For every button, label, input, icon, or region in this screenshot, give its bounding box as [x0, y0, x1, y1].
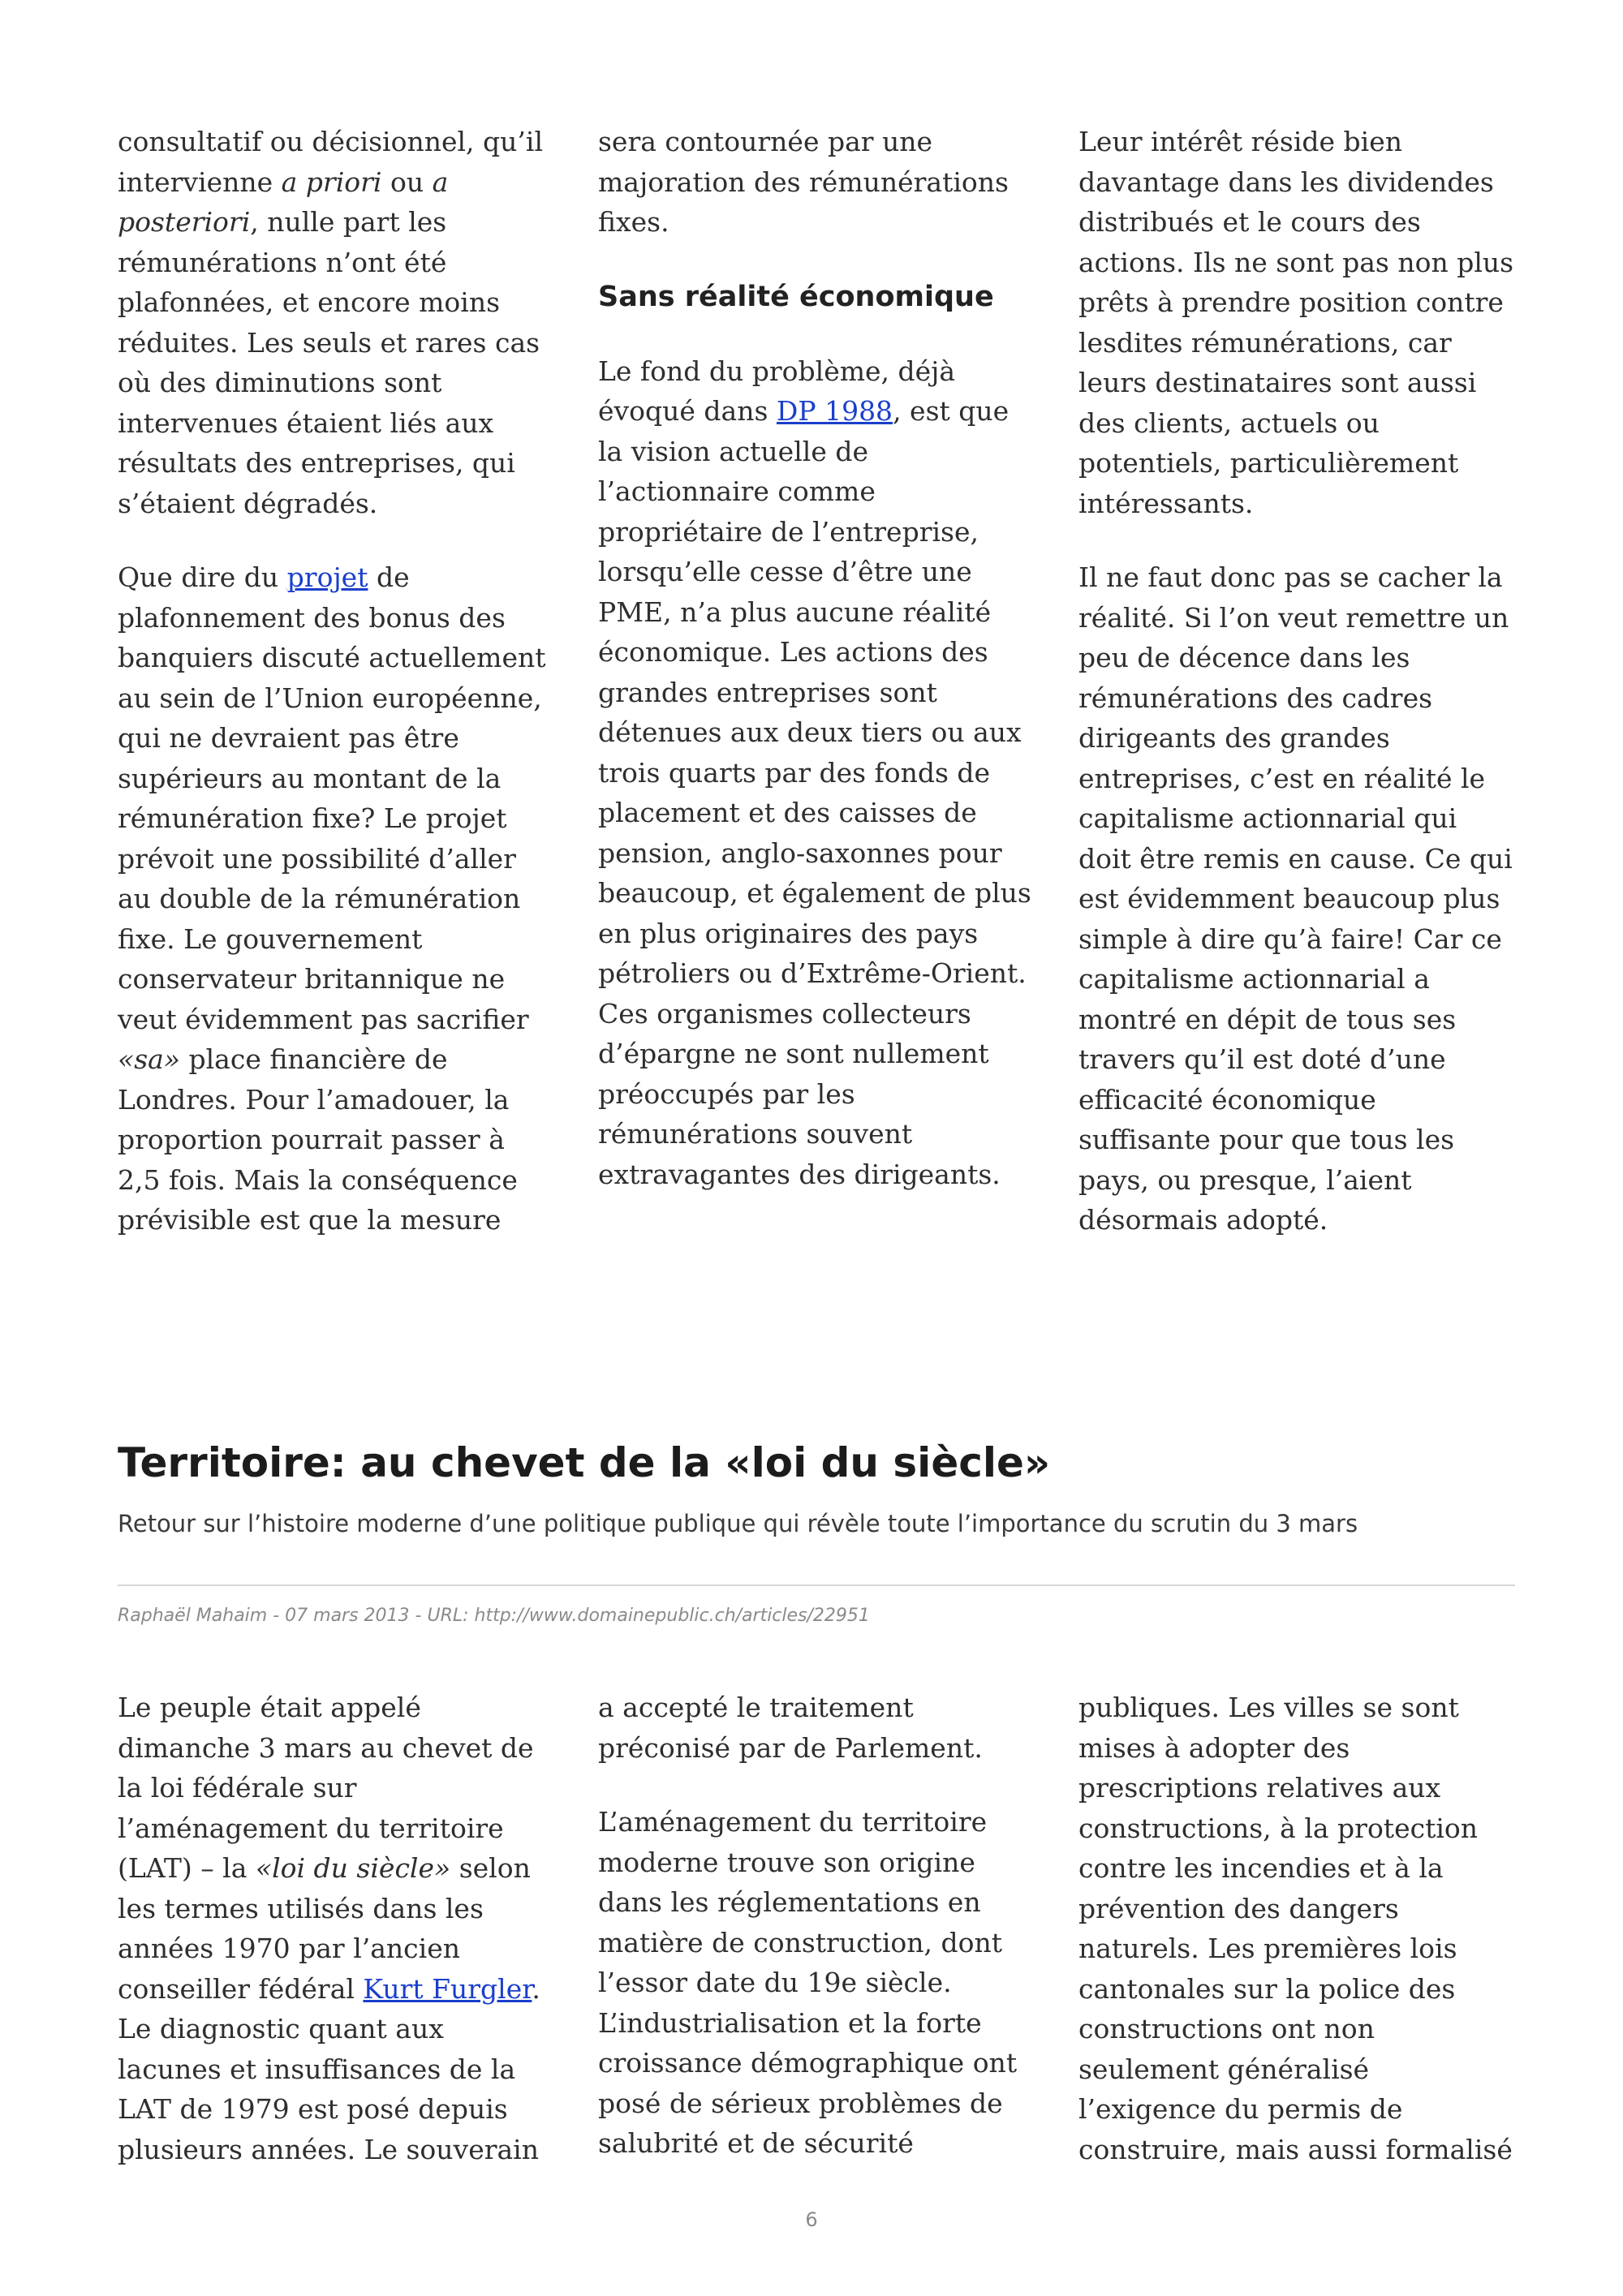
paragraph: publiques. Les villes se sont mises à adopter des prescriptions relatives aux constructions, à la protection contre les incendies et à la prévention des dangers naturels. Les premières lois cantonales sur la police des constructions ont non seulement généralisé l’exigence du permis de construire, mais aussi formalisé: [1078, 1692, 1513, 2165]
text-run: consultatif ou décisionnel, qu’il intervienne: [118, 126, 544, 198]
text-run: selon les termes utilisés dans les années 1970 par l’ancien conseiller fédéral: [118, 1852, 531, 2005]
article2-column-1: [118, 1688, 554, 2169]
paragraph: sera contournée par une majoration des rémunérations fixes.: [598, 126, 1009, 238]
italic-text: a posteriori: [118, 166, 449, 238]
text-run: Le fond du problème, déjà évoqué dans: [598, 355, 956, 427]
text-run: de plafonnement des bonus des banquiers discuté actuellement au sein de l’Union européenne, qui ne devraient pas être supérieurs au montant de la rémunération fixe? Le projet prévoit une possibilité d’aller au double de la rémunération fixe. Le gouvernement conservateur britannique ne veut évidemment pas sacrifier: [118, 561, 546, 1035]
paragraph: [118, 557, 554, 1240]
paragraph: [598, 351, 1035, 1195]
projet-link[interactable]: projet: [286, 561, 368, 593]
paragraph: a accepté le traitement préconisé par de Parlement.: [598, 1692, 983, 1764]
article1-column-2: [598, 122, 1035, 1240]
paragraph: [118, 122, 554, 523]
article2-column-2: [598, 1688, 1035, 2169]
article1-column-3: [1078, 122, 1515, 1240]
article-subtitle: Retour sur l’histoire moderne d’une politique publique qui révèle toute l’importance du scrutin du 3 mars: [118, 1510, 1358, 1537]
italic-text: a priori: [281, 166, 382, 198]
text-run: ou: [381, 166, 433, 198]
text-run: place financière de Londres. Pour l’amadouer, la proportion pourrait passer à 2,5 fois. Mais la conséquence prévisible est que la mesure: [118, 1043, 518, 1236]
text-run: , est que la vision actuelle de l’actionnaire comme propriétaire de l’entreprise, lorsqu’elle cesse d’être une PME, n’a plus aucune réalité économique. Les actions des grandes entreprises sont détenues aux deux tiers ou aux trois quarts par des fonds de placement et des caisses de pension, anglo-saxonnes pour beaucoup, et également de plus en plus originaires des pays pétroliers ou d’Extrême-Orient. Ces organismes collecteurs d’épargne ne sont nullement préoccupés par les rémunérations souvent extravagantes des dirigeants.: [598, 395, 1031, 1190]
text-run: . Le diagnostic quant aux lacunes et insuffisances de la LAT de 1979 est posé depuis plusieurs années. Le souverain: [118, 1972, 540, 2165]
divider: [118, 1584, 1515, 1586]
paragraph: Leur intérêt réside bien davantage dans les dividendes distribués et le cours des actions. Ils ne sont pas non plus prêts à prendre position contre lesdites rémunérations, car leurs destinataires sont aussi des clients, actuels ou potentiels, particulièrement intéressants.: [1078, 126, 1514, 519]
article-title: Territoire: au chevet de la «loi du siècle»: [118, 1439, 1051, 1486]
italic-text: «sa»: [118, 1043, 180, 1075]
article1-columns: [118, 122, 1515, 1240]
text-run: Que dire du: [118, 561, 287, 593]
dp-1988-link[interactable]: DP 1988: [776, 395, 893, 427]
paragraph: L’aménagement du territoire moderne trouve son origine dans les réglementations en matière de construction, dont l’essor date du 19e siècle. L’industrialisation et la forte croissance démographique ont posé de sérieux problèmes de salubrité et de sécurité: [598, 1806, 1018, 2159]
page-number: 6: [805, 2208, 818, 2231]
text-run: , nulle part les rémunérations n’ont été plafonnées, et encore moins réduites. Les seuls et rares cas où des diminutions sont intervenues étaient liés aux résultats des entreprises, qui s’étaient dégradés.: [118, 206, 540, 519]
article2-column-3: [1078, 1688, 1515, 2169]
italic-text: «loi du siècle»: [255, 1852, 451, 1884]
text-run: Le peuple était appelé dimanche 3 mars au chevet de la loi fédérale sur l’aménagement du territoire (LAT) – la: [118, 1692, 534, 1884]
paragraph: Il ne faut donc pas se cacher la réalité. Si l’on veut remettre un peu de décence dans les rémunérations des cadres dirigeants des grandes entreprises, c’est en réalité le capitalisme actionnarial qui doit être remis en cause. Ce qui est évidemment beaucoup plus simple à dire qu’à faire! Car ce capitalisme actionnarial a montré en dépit de tous ses travers qu’il est doté d’une efficacité économique suffisante pour que tous les pays, ou presque, l’aient désormais adopté.: [1078, 561, 1513, 1236]
article-byline: Raphaël Mahaim - 07 mars 2013 - URL: http://www.domainepublic.ch/articles/22951: [118, 1606, 870, 1626]
article2-columns: [118, 1688, 1515, 2169]
section-heading: Sans réalité économique: [598, 280, 994, 313]
kurt-furgler-link[interactable]: Kurt Furgler: [363, 1972, 532, 2005]
paragraph: [118, 1688, 554, 2169]
article1-column-1: [118, 122, 554, 1240]
